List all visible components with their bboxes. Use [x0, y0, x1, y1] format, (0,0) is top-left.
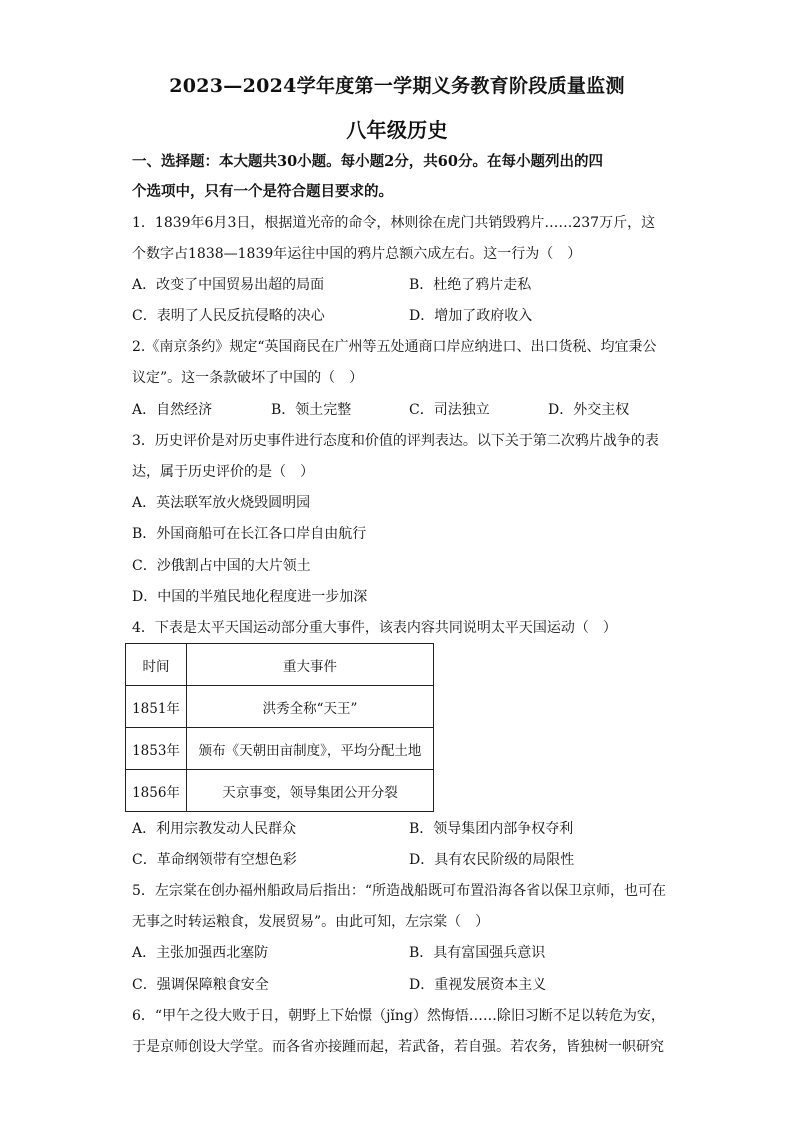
q4-stem-line1: 4．下表是太平天国运动部分重大事件，该表内容共同说明太平天国运动（ ）	[132, 620, 617, 636]
q6-stem-line2: 于是京师创设大学堂。而各省亦接踵而起，若武备，若自强。若农务，皆独树一帜研究	[132, 1039, 664, 1055]
q2-stem-line2: 议定”。这一条款破坏了中国的（ ）	[132, 370, 364, 386]
table-header-time: 时间	[126, 644, 187, 686]
q3-stem-line1: 3．历史评价是对历史事件进行态度和价值的评判表达。以下关于第二次鸦片战争的表	[132, 433, 659, 449]
q1-option-b: B．杜绝了鸦片走私	[409, 277, 532, 293]
q3-option-a: A．英法联军放火烧毁圆明园	[132, 495, 311, 511]
table-row	[126, 728, 434, 770]
table-row	[126, 686, 434, 728]
q4-option-b: B．领导集团内部争权夺利	[409, 821, 574, 837]
events-table	[125, 643, 434, 812]
table-header-row	[126, 644, 434, 686]
q5-stem-line2: 无事之时转运粮食，发展贸易”。由此可知，左宗棠（ ）	[132, 914, 490, 930]
q1-option-c: C．表明了人民反抗侵略的决心	[132, 308, 325, 324]
table-cell-event: 天京事变，领导集团公开分裂	[187, 770, 434, 812]
q3-option-b: B．外国商船可在长江各口岸自由航行	[132, 526, 367, 542]
table-cell-year: 1853年	[126, 728, 187, 770]
q2-option-a: A．自然经济	[132, 402, 213, 418]
q5-option-d: D．重视发展资本主义	[409, 977, 547, 993]
q1-option-a: A．改变了中国贸易出超的局面	[132, 277, 325, 293]
q2-option-b: B．领土完整	[271, 402, 352, 418]
table-cell-event: 洪秀全称“天王”	[187, 686, 434, 728]
section-intro-line1: 一、选择题：本大题共30小题。每小题2分，共60分。在每小题列出的四	[132, 153, 603, 170]
q4-option-c: C．革命纲领带有空想色彩	[132, 852, 297, 868]
q5-stem-line1: 5．左宗棠在创办福州船政局后指出：“所造战船既可布置沿海各省以保卫京师，也可在	[132, 883, 667, 899]
q2-option-d: D．外交主权	[548, 402, 630, 418]
q6-stem-line1: 6．“甲午之役大败于日，朝野上下始憬（jǐng）然悔悟……除旧习断不足以转危为安，	[132, 1008, 665, 1024]
q5-option-c: C．强调保障粮食安全	[132, 977, 269, 993]
q2-stem-line1: 2.《南京条约》规定“英国商民在广州等五处通商口岸应纳进口、出口货税、均宜秉公	[132, 339, 657, 355]
q3-option-c: C．沙俄割占中国的大片领土	[132, 558, 311, 574]
q1-option-d: D．增加了政府收入	[409, 308, 533, 324]
q5-option-b: B．具有富国强兵意识	[409, 945, 546, 961]
q2-option-c: C．司法独立	[409, 402, 490, 418]
q3-stem-line2: 达，属于历史评价的是（ ）	[132, 464, 314, 480]
table-cell-year: 1851年	[126, 686, 187, 728]
q3-option-d: D．中国的半殖民地化程度进一步加深	[132, 589, 368, 605]
q5-option-a: A．主张加强西北塞防	[132, 945, 269, 961]
table-header-event: 重大事件	[187, 644, 434, 686]
exam-title: 2023—2024学年度第一学期义务教育阶段质量监测	[169, 75, 625, 97]
q4-option-a: A．利用宗教发动人民群众	[132, 821, 297, 837]
q1-stem-line2: 个数字占1838—1839年运往中国的鸦片总额六成左右。这一行为（ ）	[132, 246, 582, 262]
section-intro-line2: 个选项中，只有一个是符合题目要求的。	[132, 183, 393, 200]
table-cell-year: 1856年	[126, 770, 187, 812]
table-cell-event: 颁布《天朝田亩制度》，平均分配土地	[187, 728, 434, 770]
q4-option-d: D．具有农民阶级的局限性	[409, 852, 575, 868]
exam-subtitle: 八年级历史	[346, 118, 448, 142]
table-row	[126, 770, 434, 812]
q1-stem-line1: 1．1839年6月3日，根据道光帝的命令，林则徐在虎门共销毁鸦片……237万斤，这	[132, 215, 656, 231]
